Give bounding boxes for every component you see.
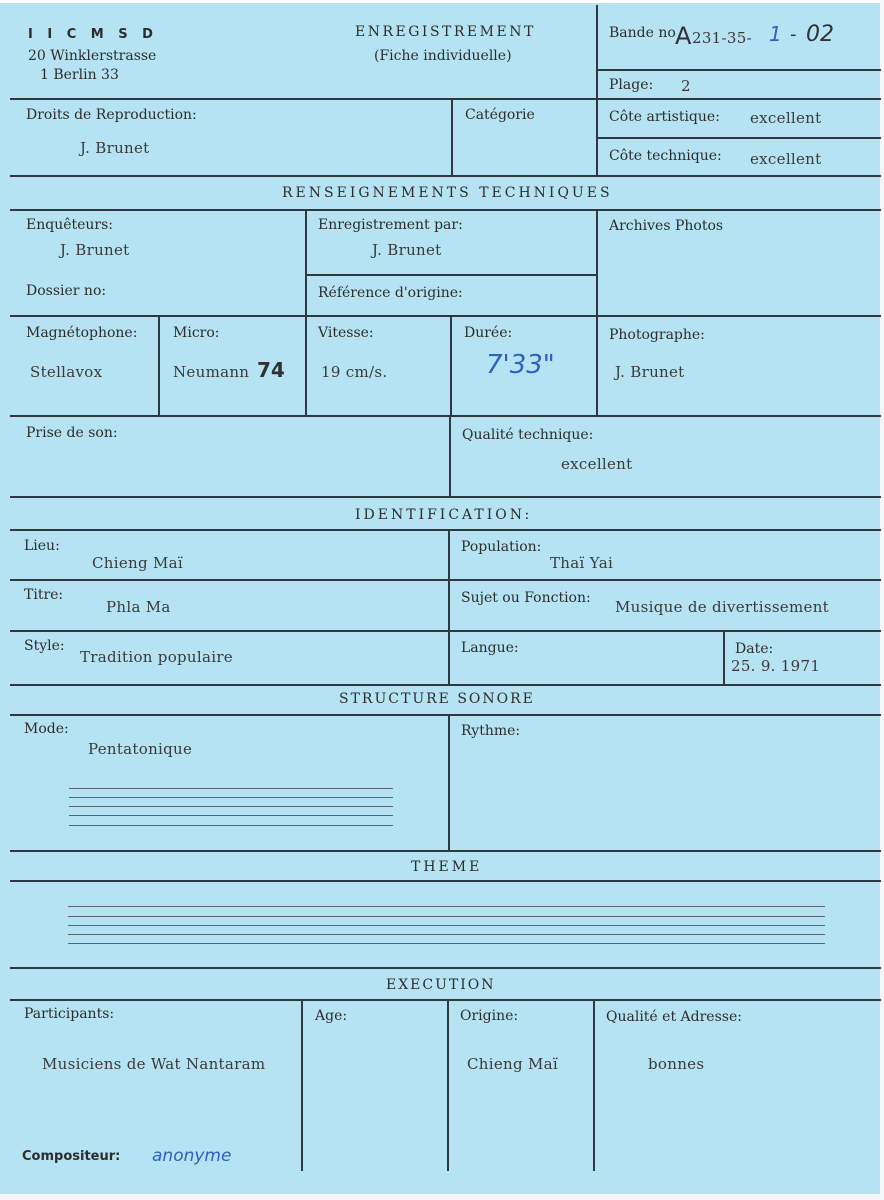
enregistrement-label: Enregistrement par: — [318, 217, 463, 233]
card-edge-right — [880, 0, 884, 1200]
magnetophone-value: Stellavox — [30, 363, 103, 381]
mode-value: Pentatonique — [88, 740, 193, 758]
theme-staff-line — [68, 934, 825, 935]
date-label: Date: — [735, 641, 774, 657]
rule-identification-middle — [448, 529, 450, 685]
dossier-label: Dossier no: — [26, 283, 107, 299]
rule-duree-left — [450, 315, 452, 416]
photographe-label: Photographe: — [609, 327, 705, 343]
categorie-label: Catégorie — [465, 107, 535, 123]
org-name: I I C M S D — [28, 27, 158, 42]
section-theme: THEME — [411, 859, 483, 875]
theme-staff-line — [68, 925, 825, 926]
archives-photos-label: Archives Photos — [609, 218, 724, 234]
vitesse-value: 19 cm/s. — [321, 363, 388, 381]
cote-technique-value: excellent — [750, 150, 822, 168]
rule-enregistrement-left — [305, 209, 307, 416]
card-edge-top — [0, 0, 884, 3]
rule-archives-left — [596, 209, 598, 416]
qualite-technique-value: excellent — [561, 455, 633, 473]
age-label: Age: — [315, 1008, 348, 1024]
rule-theme-bottom — [10, 967, 881, 969]
qualite-adresse-value: bonnes — [648, 1055, 705, 1073]
theme-staff-line — [68, 906, 825, 907]
plage-value: 2 — [681, 77, 691, 95]
origine-label: Origine: — [460, 1008, 519, 1024]
rule-cote-mid — [597, 137, 881, 139]
cote-artistique-value: excellent — [750, 109, 822, 127]
rule-lieu-bottom — [10, 579, 881, 581]
rule-header-bottom — [10, 98, 881, 100]
micro-hand: 74 — [257, 358, 285, 382]
rule-origine-left — [447, 999, 449, 1171]
duree-label: Durée: — [464, 325, 513, 341]
mode-staff-line — [69, 797, 393, 798]
sujet-value: Musique de divertissement — [615, 598, 829, 616]
mode-staff-line — [69, 825, 393, 826]
section-execution: EXECUTION — [386, 977, 496, 993]
rule-execution-title-bottom — [10, 999, 881, 1001]
enqueteurs-value: J. Brunet — [60, 241, 130, 259]
rule-theme-title-bottom — [10, 880, 881, 882]
lieu-label: Lieu: — [24, 538, 60, 554]
rule-identification-title-bottom — [10, 529, 881, 531]
rule-structure-title-bottom — [10, 714, 881, 716]
section-identification: IDENTIFICATION: — [355, 507, 533, 523]
reference-label: Référence d'origine: — [318, 285, 463, 301]
rule-style-bottom — [10, 684, 881, 686]
cote-artistique-label: Côte artistique: — [609, 109, 720, 125]
bande-hand-dash: - — [790, 24, 797, 45]
rule-rythme-left — [448, 714, 450, 851]
rule-qualite-left — [449, 415, 451, 497]
form-title: ENREGISTREMENT — [355, 24, 536, 40]
section-renseignements-techniques: RENSEIGNEMENTS TECHNIQUES — [282, 185, 613, 201]
theme-staff-line — [68, 916, 825, 917]
photographe-value: J. Brunet — [615, 363, 685, 381]
lieu-value: Chieng Maï — [92, 554, 183, 572]
form-subtitle: (Fiche individuelle) — [374, 48, 512, 64]
org-street: 20 Winklerstrasse — [28, 48, 157, 64]
date-value: 25. 9. 1971 — [731, 657, 821, 675]
section-structure-sonore: STRUCTURE SONORE — [339, 691, 535, 707]
bande-label: Bande no — [609, 25, 676, 41]
population-value: Thaï Yai — [550, 554, 614, 572]
rule-equipment-bottom — [10, 415, 881, 417]
micro-label: Micro: — [173, 325, 220, 341]
rule-titre-bottom — [10, 630, 881, 632]
bande-hand-2: 02 — [806, 22, 834, 47]
rule-cote-left — [596, 98, 598, 176]
org-city: 1 Berlin 33 — [40, 67, 119, 83]
style-value: Tradition populaire — [80, 648, 233, 666]
card-edge-bottom — [0, 1194, 884, 1200]
rule-categorie-left — [451, 98, 453, 176]
titre-value: Phla Ma — [106, 598, 171, 616]
bande-prefix-handwritten: A — [675, 22, 692, 50]
rule-micro-left — [158, 315, 160, 416]
bande-hand-1: 1 — [769, 22, 782, 46]
qualite-adresse-label: Qualité et Adresse: — [606, 1009, 742, 1025]
vitesse-label: Vitesse: — [318, 325, 374, 341]
prise-de-son-label: Prise de son: — [26, 425, 118, 441]
magnetophone-label: Magnétophone: — [26, 325, 138, 341]
sujet-label: Sujet ou Fonction: — [461, 590, 591, 606]
duree-hand: 7'33" — [486, 350, 555, 380]
qualite-technique-label: Qualité technique: — [462, 427, 594, 443]
bande-number: 231-35- — [692, 29, 752, 47]
participants-value: Musiciens de Wat Nantaram — [42, 1055, 266, 1073]
enregistrement-value: J. Brunet — [372, 241, 442, 259]
rule-enqueteurs-bottom — [306, 274, 596, 276]
langue-label: Langue: — [461, 640, 519, 656]
rule-date-left — [723, 630, 725, 685]
mode-staff-line — [69, 788, 393, 789]
origine-value: Chieng Maï — [467, 1055, 558, 1073]
mode-label: Mode: — [24, 721, 69, 737]
population-label: Population: — [461, 539, 542, 555]
titre-label: Titre: — [24, 587, 64, 603]
droits-label: Droits de Reproduction: — [26, 107, 197, 123]
compositeur-label: Compositeur: — [22, 1149, 121, 1164]
rule-qualite-adresse-left — [593, 999, 595, 1171]
rule-techniques-title-bottom — [10, 209, 881, 211]
enqueteurs-label: Enquêteurs: — [26, 217, 114, 233]
rythme-label: Rythme: — [461, 723, 521, 739]
rule-prise-bottom — [10, 496, 881, 498]
rule-age-left — [301, 999, 303, 1171]
style-label: Style: — [24, 638, 65, 654]
plage-label: Plage: — [609, 77, 654, 93]
droits-value: J. Brunet — [80, 139, 150, 157]
theme-staff-line — [68, 943, 825, 944]
mode-staff-line — [69, 806, 393, 807]
rule-rights-bottom — [10, 175, 881, 177]
rule-dossier-bottom — [10, 315, 881, 317]
rule-structure-bottom — [10, 850, 881, 852]
rule-plage-top — [597, 69, 881, 71]
mode-staff-line — [69, 815, 393, 816]
rule-header-vertical — [596, 5, 598, 99]
cote-technique-label: Côte technique: — [609, 148, 722, 164]
participants-label: Participants: — [24, 1006, 115, 1022]
micro-value: Neumann — [173, 363, 250, 381]
compositeur-hand: anonyme — [152, 1146, 232, 1166]
